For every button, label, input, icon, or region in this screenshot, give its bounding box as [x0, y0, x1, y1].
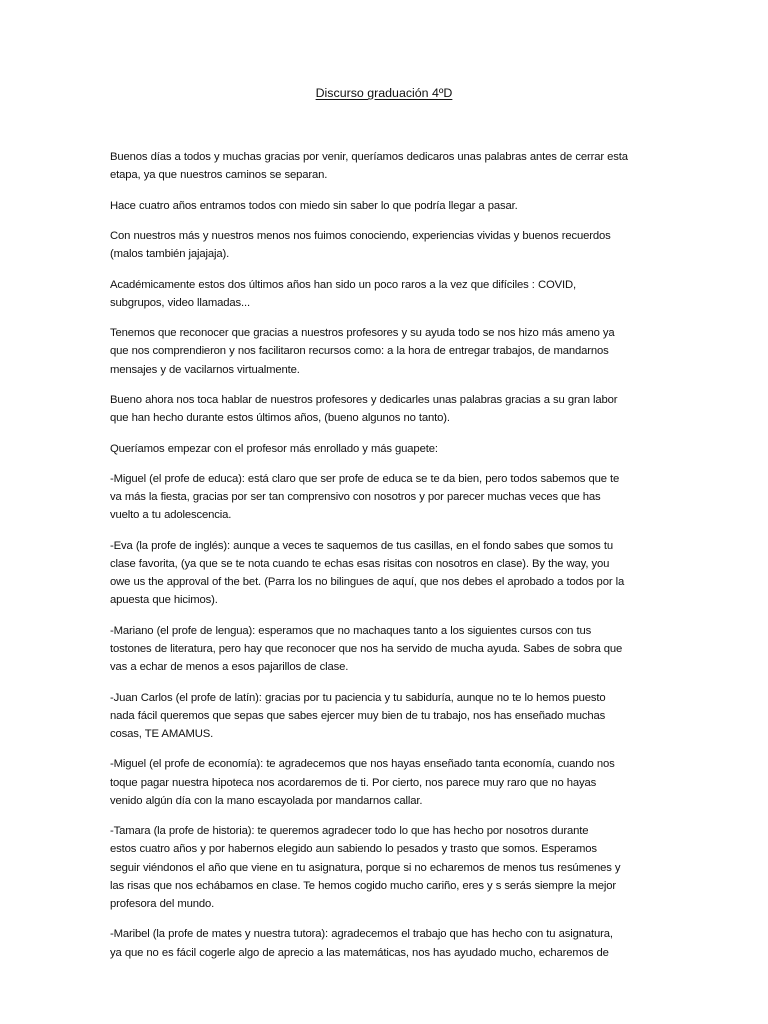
paragraph: [110, 755, 658, 810]
paragraph: [110, 391, 658, 427]
text-line: -Maribel (la profe de mates y nuestra tutora): agradecemos el trabajo que has hecho con tu asignatura,: [110, 928, 613, 941]
text-line: que han hecho durante estos últimos años, (bueno algunos no tanto).: [110, 412, 450, 425]
text-line: Queríamos empezar con el profesor más enrollado y más guapete:: [110, 442, 438, 455]
text-line: Buenos días a todos y muchas gracias por venir, queríamos dedicaros unas palabras antes de cerrar esta: [110, 151, 628, 163]
text-line: (malos también jajajaja).: [110, 248, 230, 261]
text-line: apuesta que hicimos).: [110, 594, 218, 607]
text-line: Con nuestros más y nuestros menos nos fuimos conociendo, experiencias vividas y buenos recuerdos: [110, 229, 611, 242]
document-title: Discurso graduación 4ºD: [315, 86, 453, 100]
text-line: Académicamente estos dos últimos años han sido un poco raros a la vez que difíciles : COVID,: [110, 278, 576, 291]
paragraph: [110, 440, 658, 458]
text-line: -Tamara (la profe de historia): te queremos agradecer todo lo que has hecho por nosotros durante: [110, 825, 589, 838]
text-line: owe us the approval of the bet. (Parra los no bilingues de aquí, que nos debes el aprobado a todos por la: [110, 576, 625, 589]
text-line: vuelto a tu adolescencia.: [110, 509, 232, 522]
paragraph: [110, 537, 658, 610]
text-line: venido algún día con la mano escayolada por mandarnos callar.: [110, 794, 423, 807]
paragraph: [110, 925, 658, 961]
text-line: que nos comprendieron y nos facilitaron recursos como: a la hora de entregar trabajos, de mandarnos: [110, 345, 609, 358]
text-line: -Miguel (el profe de economía): te agradecemos que nos hayas enseñado tanta economía, cuando nos: [110, 758, 615, 771]
text-line: -Juan Carlos (el profe de latín): gracias por tu paciencia y tu sabiduría, aunque no te lo hemos puesto: [110, 691, 606, 704]
paragraph: [110, 689, 658, 744]
text-line: Hace cuatro años entramos todos con miedo sin saber lo que podría llegar a pasar.: [110, 199, 518, 212]
text-line: clase favorita, (ya que se te nota cuando te echas esas risitas con nosotros en clase). By the way, you: [110, 557, 610, 570]
paragraph: [110, 324, 658, 379]
text-line: cosas, TE AMAMUS.: [110, 727, 214, 740]
paragraph: [110, 227, 658, 263]
paragraph: [110, 622, 658, 677]
text-line: -Mariano (el profe de lengua): esperamos que no machaques tanto a los siguientes cursos con tus: [110, 624, 592, 637]
text-line: vas a echar de menos a esos pajarillos de clase.: [110, 661, 349, 674]
paragraph: [110, 470, 658, 525]
text-line: subgrupos, video llamadas...: [110, 296, 251, 309]
paragraph: [110, 276, 658, 312]
paragraph: [110, 197, 658, 215]
text-line: tostones de literatura, pero hay que reconocer que nos ha servido de mucha ayuda. Sabes de sobra que: [110, 642, 623, 655]
text-line: profesora del mundo.: [110, 897, 215, 910]
text-line: nada fácil queremos que sepas que sabes ejercer muy bien de tu trabajo, nos has enseñado muchas: [110, 709, 606, 722]
text-line: mensajes y de vacilarnos virtualmente.: [110, 363, 300, 376]
text-line: va más la fiesta, gracias por ser tan comprensivo con nosotros y por parecer muchas veces que has: [110, 491, 601, 504]
text-line: seguir viéndonos el año que viene en tu asignatura, porque si no echaremos de menos tus resúmenes y: [110, 861, 621, 874]
text-line: toque pagar nuestra hipoteca nos acordaremos de ti. Por cierto, nos parece muy raro que no hayas: [110, 776, 597, 789]
text-line: las risas que nos echábamos en clase. Te hemos cogido mucho cariño, eres y s serás siempre la mejor: [110, 879, 616, 892]
text-line: -Eva (la profe de inglés): aunque a veces te saquemos de tus casillas, en el fondo sabes que somos tu: [110, 539, 613, 552]
paragraph: [110, 148, 658, 184]
text-line: etapa, ya que nuestros caminos se separan.: [110, 169, 328, 182]
text-line: Tenemos que reconocer que gracias a nuestros profesores y su ayuda todo se nos hizo más ameno ya: [110, 327, 615, 340]
paragraph: [110, 822, 658, 913]
text-line: Bueno ahora nos toca hablar de nuestros profesores y dedicarles unas palabras gracias a su gran labor: [110, 393, 618, 406]
text-line: estos cuatro años y por habernos elegido aun sabiendo lo pesados y trasto que somos. Esperamos: [110, 843, 597, 856]
document-body: [110, 148, 658, 974]
text-line: -Miguel (el profe de educa): está claro que ser profe de educa se te da bien, pero todos sabemos que te: [110, 472, 620, 485]
text-line: ya que no es fácil cogerle algo de aprecio a las matemáticas, nos has ayudado mucho, echaremos de: [110, 946, 609, 959]
